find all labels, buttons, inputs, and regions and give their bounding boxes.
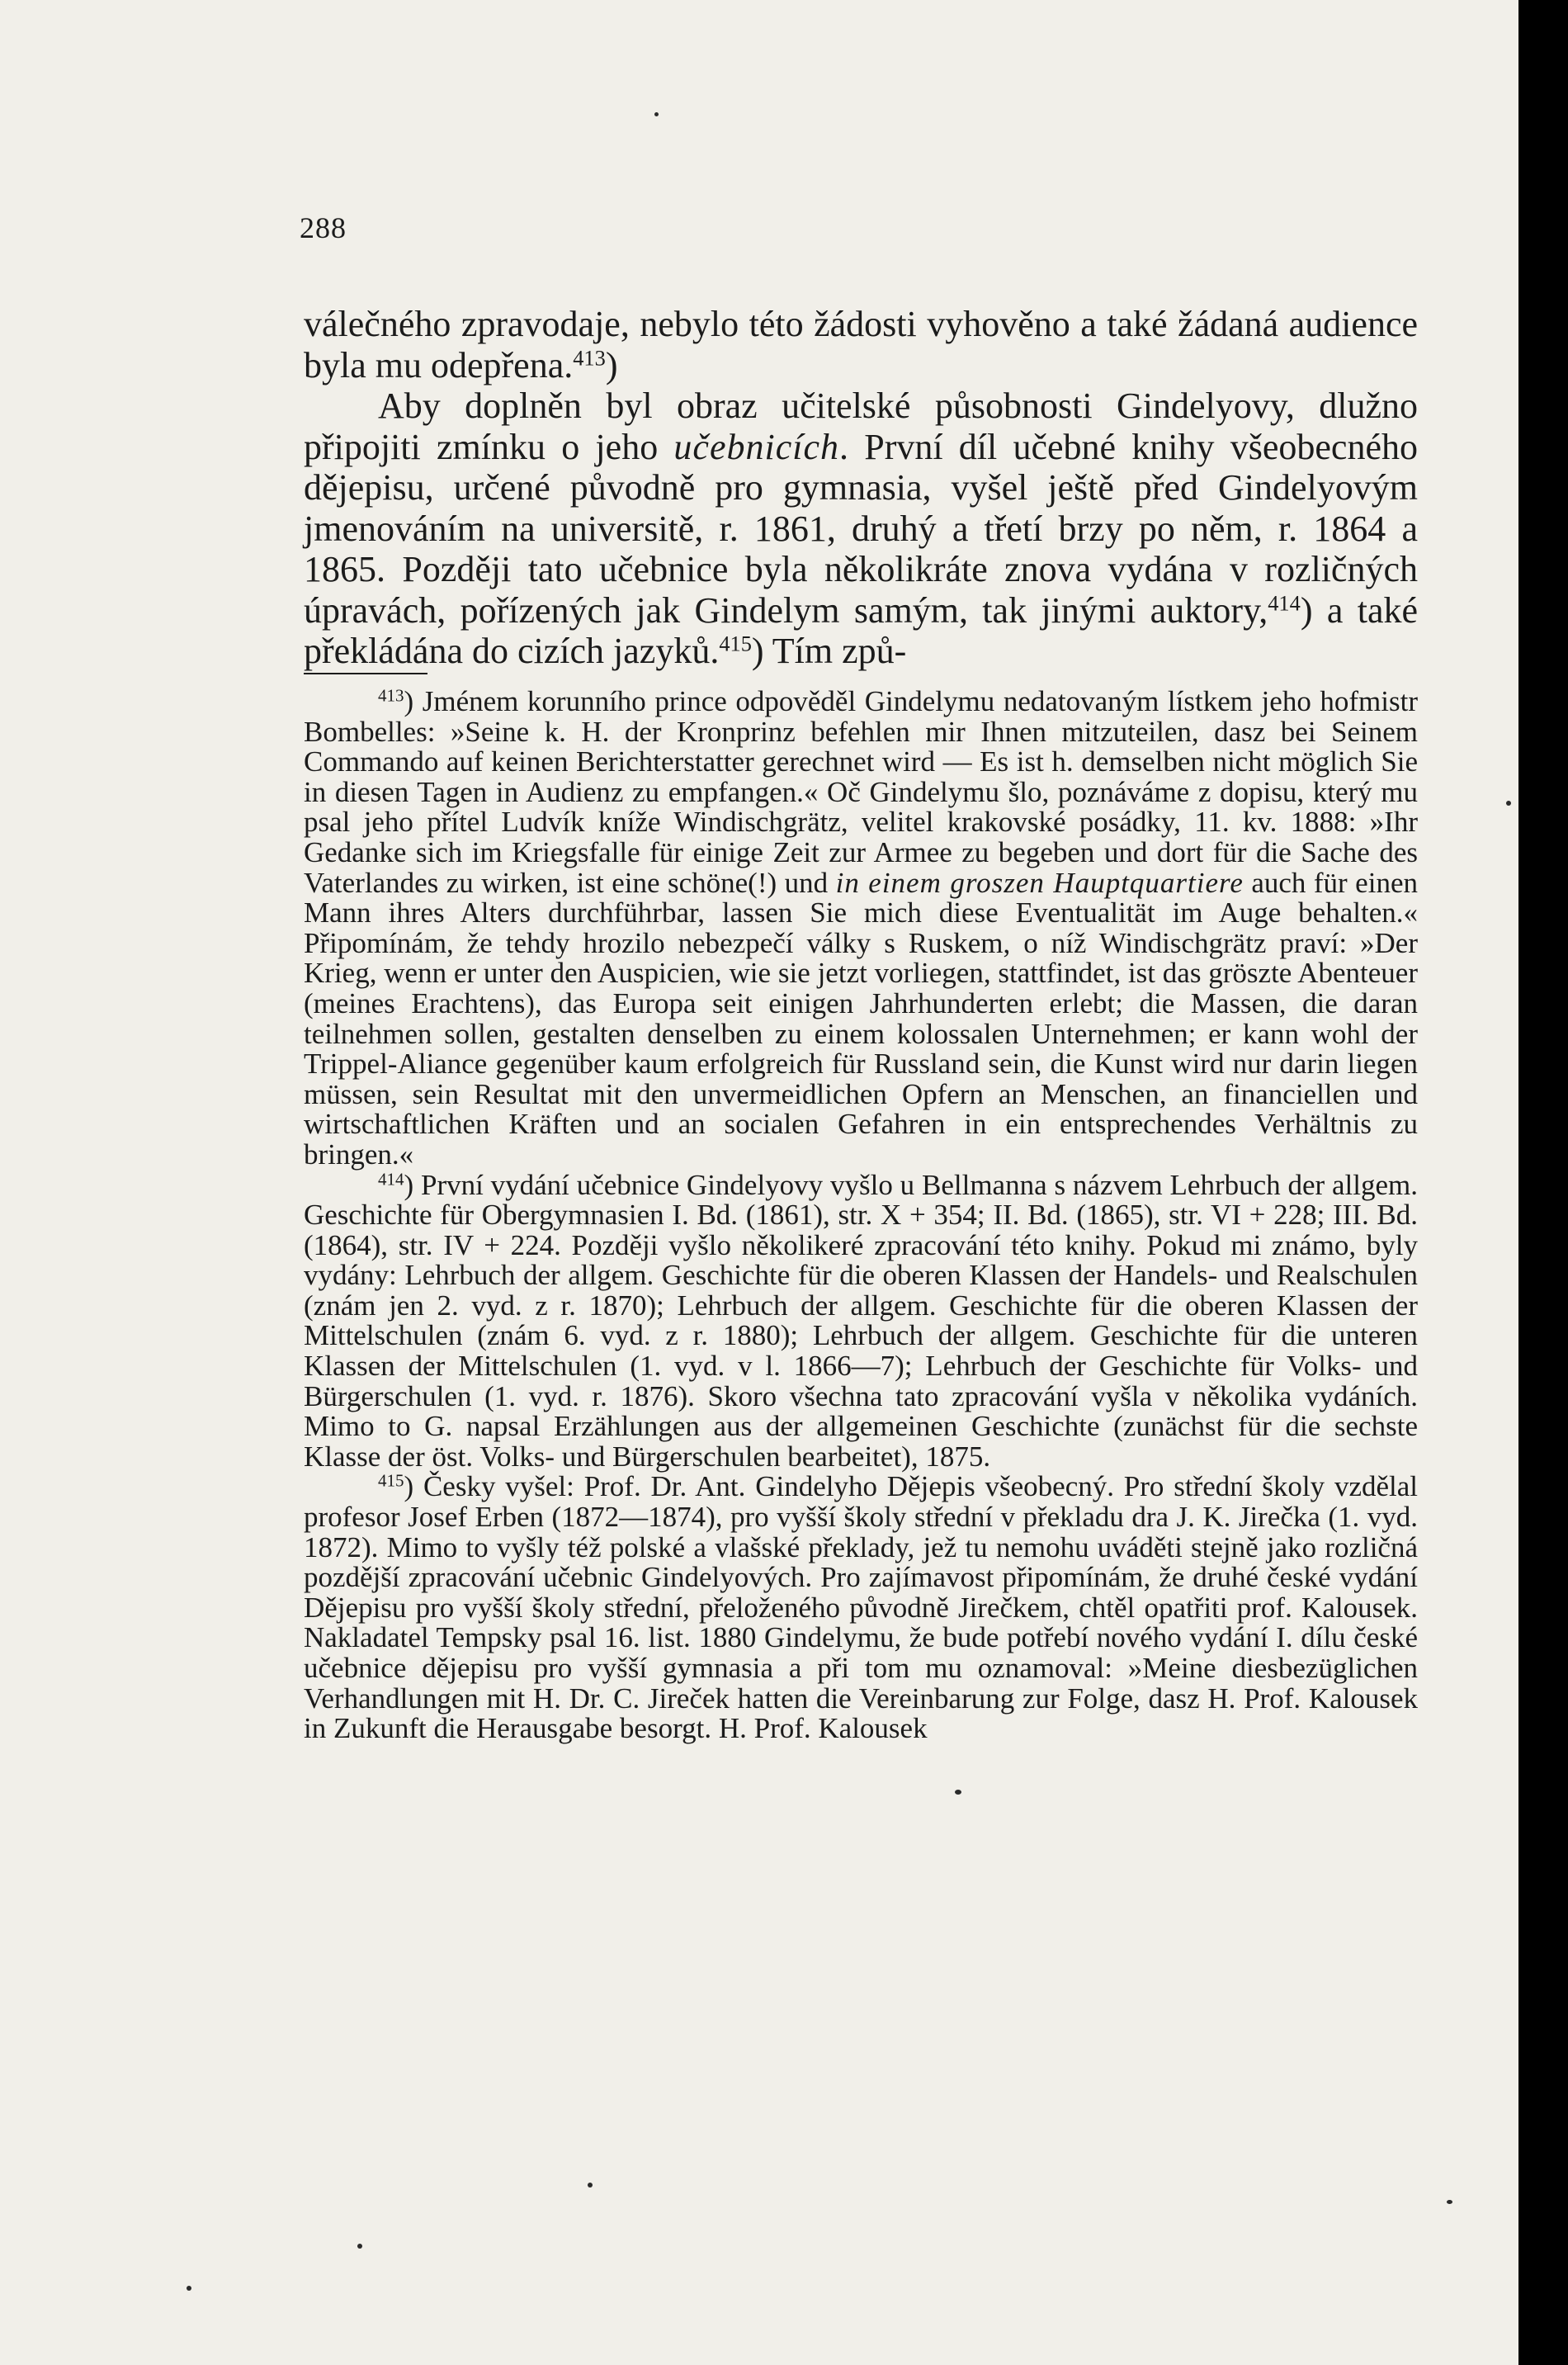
body-paragraph-2 [304,385,1418,672]
body-paragraph-1-text: válečného zpravodaje, nebylo této žádosti vyhověno a také žádaná audience byla mu odepřena. [304,304,1418,385]
footnote-413-text-1: ) Jménem korunního prince odpověděl Gindelymu nedatovaným lístkem jeho hofmistr Bombelles: »Seine k. H. der Kronprinz befehlen mir Ihnen mitzuteilen, dasz bei Seinem Commando auf keinen Berichterstatter gerechnet wird — Es ist h. demselben nicht möglich Sie in diesen Tagen in Audienz zu empfangen.« Oč Gindelymu šlo, poznáváme z dopisu, který mu psal jeho přítel Ludvík kníže Windischgrätz, velitel krakovské posádky, 11. kv. 1888: »Ihr Gedanke sich im Kriegsfalle für einige Zeit zur Armee zu begeben und dort für die Sache des Vaterlandes zu wirken, ist eine schöne(!) und [304,685,1418,899]
body-paragraph-1-close: ) [605,344,618,385]
footnote-ref-415[interactable]: 415 [719,631,752,656]
body-paragraph-2-part-1: Aby doplněn byl obraz učitelské působnosti Gindelyovy, dlužno připojiti zmínku o jeho [304,385,1418,467]
footnote-ref-413[interactable]: 413 [573,344,606,370]
page-number: 288 [300,211,347,244]
scan-speck [357,2244,362,2249]
footnote-413-text-2: auch für einen Mann ihres Alters durchführbar, lassen Sie mich diese Eventualität im Auge behalten.« Připomínám, že tehdy hrozilo nebezpečí války s Ruskem, o níž Windischgrätz praví: »Der Krieg, wenn er unter den Auspicien, wie sie jetzt vorliegen, stattfindet, ist das gröszte Abenteuer (meines Erachtens), das Europa seit einigen Jahrhunderten erlebt; die Massen, die daran teilnehmen sollen, gestalten denselben zu einem kolossalen Unternehmen; er kann wohl der Trippel-Aliance gegenüber kaum erfolgreich für Russland sein, die Kunst wird nur darin liegen müssen, sein Resultat mit den unvermeidlichen Opfern an Menschen, an financiellen und wirtschaftlichen Kräften und an socialen Gefahren in ein entsprechendes Verhältnis zu bringen.« [304,866,1418,1171]
scan-speck [955,1790,961,1795]
body-paragraph-2-part-3: ) a také překládána do cizích jazyků. [304,589,1419,671]
footnote-number-415: 415 [378,1470,404,1491]
footnotes [304,687,1418,1744]
footnote-415-text: ) Česky vyšel: Prof. Dr. Ant. Gindelyho Dějepis všeobecný. Pro střední školy vzdělal profesor Josef Erben (1872—1874), pro vyšší školy střední v překladu dra J. K. Jirečka (1. vyd. 1872). Mimo to vyšly též polské a vlašské překlady, jež tu nemohu uváděti stejně jako rozličná pozdější zpracování učebnic Gindelyových. Pro zajímavost připomínám, že druhé české vydání Dějepisu pro vyšší školy střední, přeloženého původně Jirečkem, chtěl opatřiti prof. Kalousek. Nakladatel Tempsky psal 16. list. 1880 Gindelymu, že bude potřebí nového vydání I. dílu české učebnice dějepisu pro vyšší gymnasia a při tom mu oznamoval: »Meine diesbezüglichen Verhandlungen mit H. Dr. C. Jireček hatten die Vereinbarung zur Folge, dasz H. Prof. Kalousek in Zukunft die Herausgabe besorgt. H. Prof. Kalousek [304,1470,1418,1745]
scan-speck [588,2183,593,2188]
footnote-414-text: ) První vydání učebnice Gindelyovy vyšlo u Bellmanna s názvem Lehrbuch der allgem. Geschichte für Obergymnasien I. Bd. (1861), str. X + 354; II. Bd. (1865), str. VI + 228; III. Bd. (1864), str. IV + 224. Později vyšlo několikeré zpracování této knihy. Pokud mi známo, byly vydány: Lehrbuch der allgem. Geschichte für die oberen Klassen der Handels- und Realschulen (znám jen 2. vyd. z r. 1870); Lehrbuch der allgem. Geschichte für die oberen Klassen der Mittelschulen (znám 6. vyd. z r. 1880); Lehrbuch der allgem. Geschichte für die unteren Klassen der Mittelschulen (1. vyd. v l. 1866—7); Lehrbuch der Geschichte für Volks- und Bürgerschulen (1. vyd. r. 1876). Skoro všechna tato zpracování vyšla v několika vydáních. Mimo to G. napsal Erzählungen aus der allgemeinen Geschichte (zunächst für die sechste Klasse der öst. Volks- und Bürgerschulen bearbeitet), 1875. [304,1168,1418,1473]
main-text [304,304,1418,672]
scan-speck [1506,801,1511,806]
footnote-ref-414[interactable]: 414 [1268,589,1301,615]
scan-speck [654,112,659,116]
footnote-414 [304,1168,1418,1473]
body-paragraph-1 [304,304,1418,385]
scan-speck [187,2286,191,2291]
footnote-415 [304,1472,1418,1743]
footnote-divider [304,673,427,674]
body-paragraph-2-part-2: . První díl učebné knihy všeobecného dějepisu, určené původně pro gymnasia, vyšel ještě před Gindelyovým jmenováním na universitě, r. 1861, druhý a třetí brzy po něm, r. 1864 a 1865. Později tato učebnice byla několikráte znova vydána v rozličných úpravách, pořízených jak Gindelym samým, tak jinými auktory, [304,426,1418,631]
footnote-413-emphasis: in einem groszen Hauptquartiere [835,866,1244,899]
scan-speck [1447,2200,1452,2204]
footnote-413 [304,687,1418,1171]
footnote-number-414: 414 [378,1168,404,1189]
footnote-number-413: 413 [378,685,404,706]
emphasis-ucebnicich: učebnicích [673,426,839,467]
body-paragraph-2-part-4: ) Tím způ- [751,631,907,671]
